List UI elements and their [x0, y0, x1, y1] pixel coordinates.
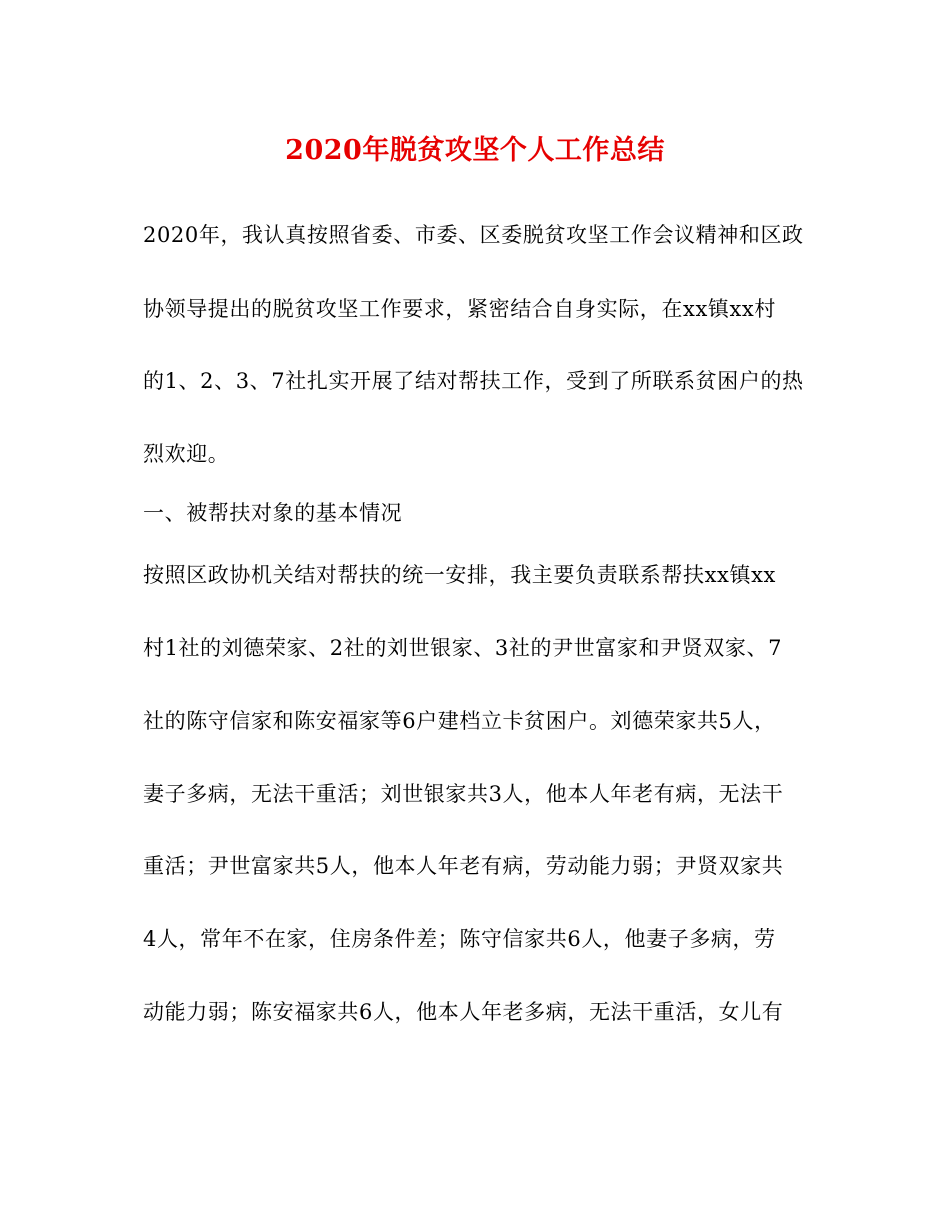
paragraph-line: 社的陈守信家和陈安福家等6户建档立卡贫困户。刘德荣家共5人， [143, 709, 776, 733]
paragraph-line: 协领导提出的脱贫攻坚工作要求，紧密结合自身实际，在xx镇xx村 [143, 297, 776, 321]
document-title: 2020年脱贫攻坚个人工作总结 [285, 135, 665, 166]
paragraph-line: 妻子多病，无法干重活；刘世银家共3人，他本人年老有病，无法干 [143, 782, 784, 806]
paragraph-line: 按照区政协机关结对帮扶的统一安排，我主要负责联系帮扶xx镇xx [143, 563, 776, 587]
paragraph-line: 重活；尹世富家共5人，他本人年老有病，劳动能力弱；尹贤双家共 [143, 854, 784, 878]
paragraph-line: 的1、2、3、7社扎实开展了结对帮扶工作，受到了所联系贫困户的热 [143, 369, 804, 393]
paragraph-line: 2020年，我认真按照省委、市委、区委脱贫攻坚工作会议精神和区政 [143, 223, 804, 247]
paragraph-line: 4人，常年不在家，住房条件差；陈守信家共6人，他妻子多病，劳 [143, 927, 776, 951]
paragraph-line: 烈欢迎。 [143, 442, 230, 466]
section-heading: 一、被帮扶对象的基本情况 [143, 501, 403, 525]
paragraph-line: 村1社的刘德荣家、2社的刘世银家、3社的尹世富家和尹贤双家、7 [143, 636, 783, 660]
paragraph-line: 动能力弱；陈安福家共6人，他本人年老多病，无法干重活，女儿有 [143, 1000, 784, 1024]
